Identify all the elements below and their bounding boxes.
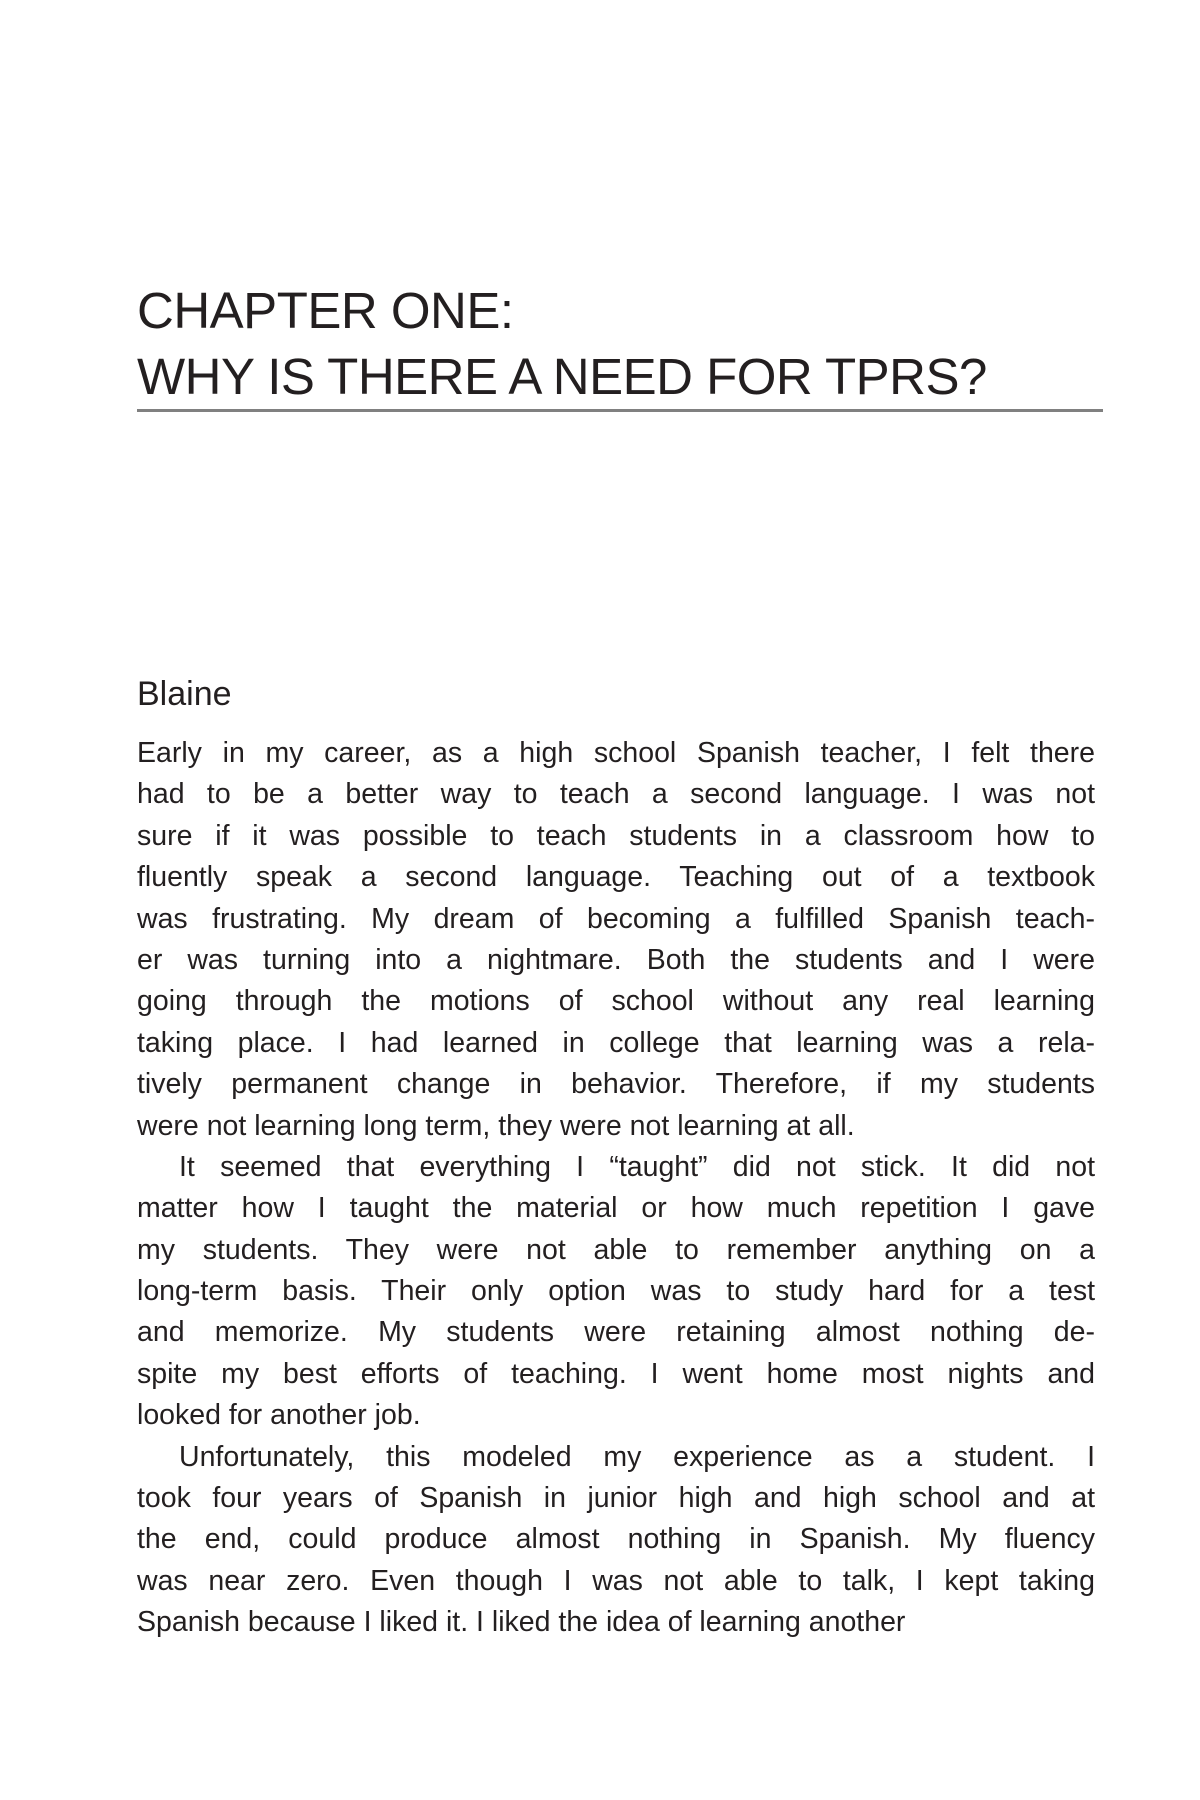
chapter-title-rule — [137, 409, 1103, 412]
paragraph — [137, 733, 1095, 1147]
text-line: was near zero. Even though I was not able to talk, I kept taking — [137, 1564, 1095, 1597]
text-line: were not learning long term, they were not learning at all. — [137, 1109, 855, 1142]
text-line: going through the motions of school without any real learning — [137, 985, 1095, 1018]
text-line: long-term basis. Their only option was to study hard for a test — [137, 1275, 1095, 1308]
text-line: matter how I taught the material or how much repetition I gave — [137, 1192, 1095, 1225]
text-line: was frustrating. My dream of becoming a fulfilled Spanish teach- — [137, 902, 1095, 935]
chapter-title-line-2: WHY IS THERE A NEED FOR TPRS? — [137, 348, 987, 405]
text-line: looked for another job. — [137, 1399, 421, 1432]
text-line: It seemed that everything I “taught” did not stick. It did not — [179, 1150, 1095, 1183]
text-line: spite my best efforts of teaching. I went home most nights and — [137, 1357, 1095, 1390]
text-line: tively permanent change in behavior. Therefore, if my students — [137, 1068, 1095, 1101]
paragraph — [137, 1437, 1095, 1644]
text-line: sure if it was possible to teach students in a classroom how to — [137, 819, 1095, 852]
chapter-title — [137, 278, 1097, 410]
text-line: fluently speak a second language. Teaching out of a textbook — [137, 861, 1095, 894]
text-line: taking place. I had learned in college that learning was a rela- — [137, 1026, 1095, 1059]
chapter-title-line-1: CHAPTER ONE: — [137, 282, 514, 339]
text-line: Unfortunately, this modeled my experience as a student. I — [179, 1440, 1095, 1473]
text-line: had to be a better way to teach a second language. I was not — [137, 778, 1095, 811]
paragraph — [137, 1147, 1095, 1437]
text-line: my students. They were not able to remember anything on a — [137, 1233, 1095, 1266]
text-line: Spanish because I liked it. I liked the idea of learning another — [137, 1606, 906, 1639]
text-line: er was turning into a nightmare. Both the students and I were — [137, 943, 1095, 976]
body-text — [137, 733, 1095, 1644]
section-heading: Blaine — [137, 675, 232, 713]
text-line: Early in my career, as a high school Spanish teacher, I felt there — [137, 737, 1095, 769]
text-line: the end, could produce almost nothing in Spanish. My fluency — [137, 1523, 1095, 1556]
text-line: and memorize. My students were retaining almost nothing de- — [137, 1316, 1095, 1349]
text-line: took four years of Spanish in junior high and high school and at — [137, 1482, 1095, 1515]
